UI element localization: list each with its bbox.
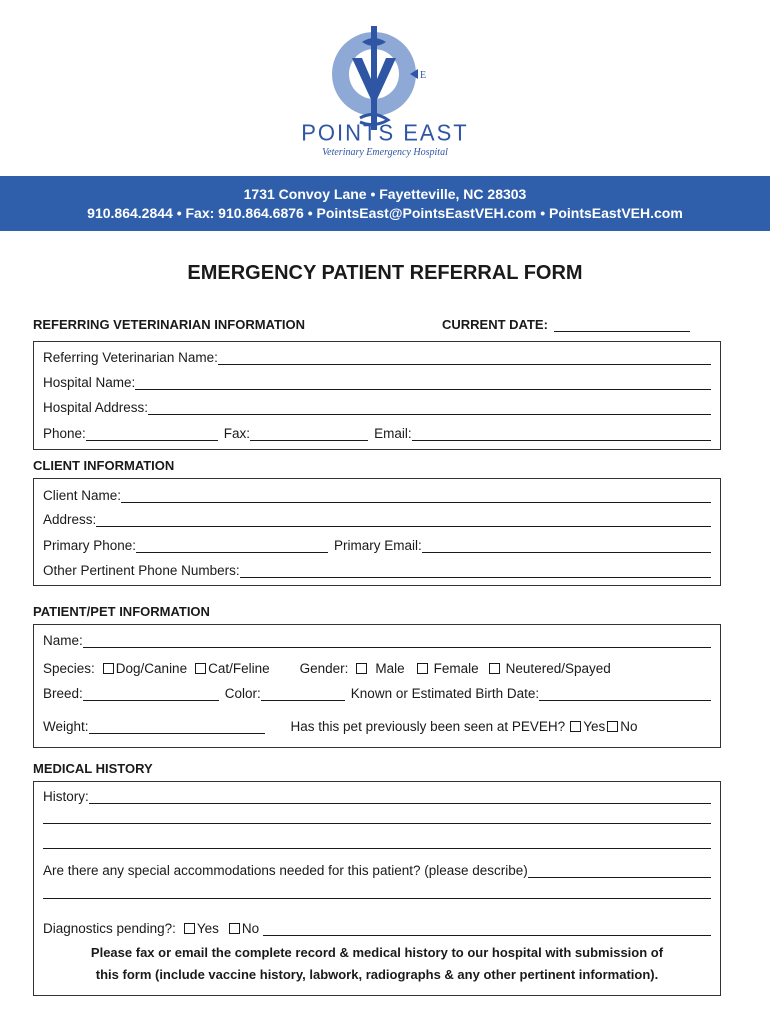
primary-email-label: Primary Email: — [334, 538, 422, 553]
male-checkbox[interactable] — [356, 663, 367, 674]
female-checkbox-option[interactable] — [417, 661, 479, 676]
diagnostics-label: Diagnostics pending?: — [43, 921, 176, 936]
client-name-line[interactable] — [121, 489, 711, 503]
form-title: EMERGENCY PATIENT REFERRAL FORM — [187, 262, 583, 284]
pet-name-label: Name: — [43, 633, 83, 648]
vet-name-line[interactable] — [218, 351, 711, 365]
hospital-name-label: Hospital Name: — [43, 375, 136, 390]
other-phones-row[interactable] — [43, 560, 711, 578]
hospital-name-line[interactable] — [135, 376, 711, 390]
history-line-2[interactable] — [43, 823, 711, 824]
email-label: Email: — [374, 426, 412, 441]
phone-label: Phone: — [43, 426, 86, 441]
contact-banner — [0, 176, 770, 231]
patient-heading: PATIENT/PET INFORMATION — [33, 604, 210, 619]
hospital-address-label: Hospital Address: — [43, 400, 149, 415]
submission-note-line-2: this form (include vaccine history, labwork, radiographs & any other pertinent information). — [95, 967, 659, 982]
accommodations-line[interactable] — [528, 864, 711, 878]
color-label: Color: — [224, 686, 261, 701]
species-label: Species: — [43, 661, 95, 676]
weight-line[interactable] — [89, 720, 265, 734]
banner-address: 1731 Convoy Lane • Fayetteville, NC 28303 — [243, 186, 527, 202]
client-address-line[interactable] — [96, 513, 711, 527]
other-phones-label: Other Pertinent Phone Numbers: — [43, 563, 240, 578]
cat-checkbox-option[interactable] — [195, 661, 270, 676]
breed-line[interactable] — [83, 687, 219, 701]
neutered-label: Neutered/Spayed — [505, 661, 611, 676]
svg-text:E: E — [420, 70, 427, 81]
color-line[interactable] — [261, 687, 345, 701]
diagnostics-yes-checkbox[interactable] — [184, 923, 195, 934]
client-address-label: Address: — [43, 512, 97, 527]
weight-label: Weight: — [43, 719, 89, 734]
primary-email-line[interactable] — [422, 539, 711, 553]
patient-box — [33, 624, 721, 748]
dog-label: Dog/Canine — [115, 661, 188, 676]
banner-contact: 910.864.2844 • Fax: 910.864.6876 • PointsEast@PointsEastVEH.com • PointsEastVEH.com — [87, 205, 683, 221]
seen-yes-option[interactable] — [570, 719, 605, 734]
hospital-name-row[interactable] — [43, 372, 711, 390]
client-name-label: Client Name: — [43, 488, 122, 503]
submission-note-line-1: Please fax or email the complete record & medical history to our hospital with submission of — [90, 945, 664, 960]
other-phones-line[interactable] — [240, 564, 711, 578]
gender-label: Gender: — [299, 661, 349, 676]
history-label: History: — [43, 789, 89, 804]
diagnostics-yes-option[interactable] — [184, 921, 219, 936]
seen-no-checkbox[interactable] — [607, 721, 618, 732]
medical-history-heading: MEDICAL HISTORY — [33, 761, 153, 776]
seen-yes-label: Yes — [583, 719, 606, 734]
fax-label: Fax: — [223, 426, 251, 441]
current-date-field — [442, 317, 690, 332]
client-name-row[interactable] — [43, 485, 711, 503]
pet-name-line[interactable] — [83, 634, 711, 648]
breed-label: Breed: — [43, 686, 83, 701]
vet-name-label: Referring Veterinarian Name: — [43, 350, 218, 365]
medical-history-box — [33, 781, 721, 996]
hospital-address-row[interactable] — [43, 397, 711, 415]
referring-vet-box — [33, 341, 721, 450]
phone-fax-email-row[interactable] — [43, 423, 711, 441]
brand-subtitle: Veterinary Emergency Hospital — [322, 147, 448, 158]
diagnostics-no-label: No — [241, 921, 260, 936]
seen-no-label: No — [620, 719, 638, 734]
history-row[interactable] — [43, 786, 711, 804]
accommodations-row[interactable] — [43, 860, 711, 878]
fax-line[interactable] — [250, 427, 368, 441]
cat-label: Cat/Feline — [208, 661, 270, 676]
male-label: Male — [375, 661, 405, 676]
client-box — [33, 478, 721, 586]
vet-name-row[interactable] — [43, 347, 711, 365]
diagnostics-yes-label: Yes — [196, 921, 219, 936]
seen-yes-checkbox[interactable] — [570, 721, 581, 732]
client-address-row[interactable] — [43, 509, 711, 527]
accommodations-line-2[interactable] — [43, 898, 711, 899]
current-date-line[interactable] — [554, 320, 690, 332]
dog-checkbox-option[interactable] — [103, 661, 187, 676]
pet-name-row[interactable] — [43, 630, 711, 648]
email-line[interactable] — [412, 427, 711, 441]
seen-no-option[interactable] — [607, 719, 637, 734]
female-checkbox[interactable] — [417, 663, 428, 674]
client-phone-email-row[interactable] — [43, 535, 711, 553]
neutered-checkbox[interactable] — [489, 663, 500, 674]
seen-before-label: Has this pet previously been seen at PEVEH? — [290, 719, 566, 734]
birth-date-label: Known or Estimated Birth Date: — [350, 686, 540, 701]
phone-line[interactable] — [86, 427, 218, 441]
primary-phone-label: Primary Phone: — [43, 538, 137, 553]
diagnostics-row — [43, 918, 711, 936]
history-line-3[interactable] — [43, 848, 711, 849]
weight-seen-row — [43, 716, 711, 734]
referring-vet-heading: REFERRING VETERINARIAN INFORMATION — [33, 317, 306, 332]
current-date-label: CURRENT DATE: — [442, 317, 548, 332]
birth-date-line[interactable] — [539, 687, 711, 701]
primary-phone-line[interactable] — [136, 539, 328, 553]
hospital-address-line[interactable] — [148, 401, 711, 415]
brand-name: POINTS EAST — [301, 119, 469, 146]
species-gender-row — [43, 658, 711, 676]
male-checkbox-option[interactable] — [356, 661, 404, 676]
submission-note — [40, 942, 714, 986]
breed-color-row[interactable] — [43, 683, 711, 701]
cat-checkbox[interactable] — [195, 663, 206, 674]
dog-checkbox[interactable] — [103, 663, 114, 674]
accommodations-label: Are there any special accommodations needed for this patient? (please describe) — [43, 863, 528, 878]
history-line[interactable] — [89, 790, 711, 804]
diagnostics-no-option[interactable] — [229, 921, 259, 936]
female-label: Female — [433, 661, 479, 676]
diagnostics-no-checkbox[interactable] — [229, 923, 240, 934]
diagnostics-line[interactable] — [263, 922, 711, 936]
neutered-checkbox-option[interactable] — [489, 661, 611, 676]
client-heading: CLIENT INFORMATION — [33, 458, 175, 473]
